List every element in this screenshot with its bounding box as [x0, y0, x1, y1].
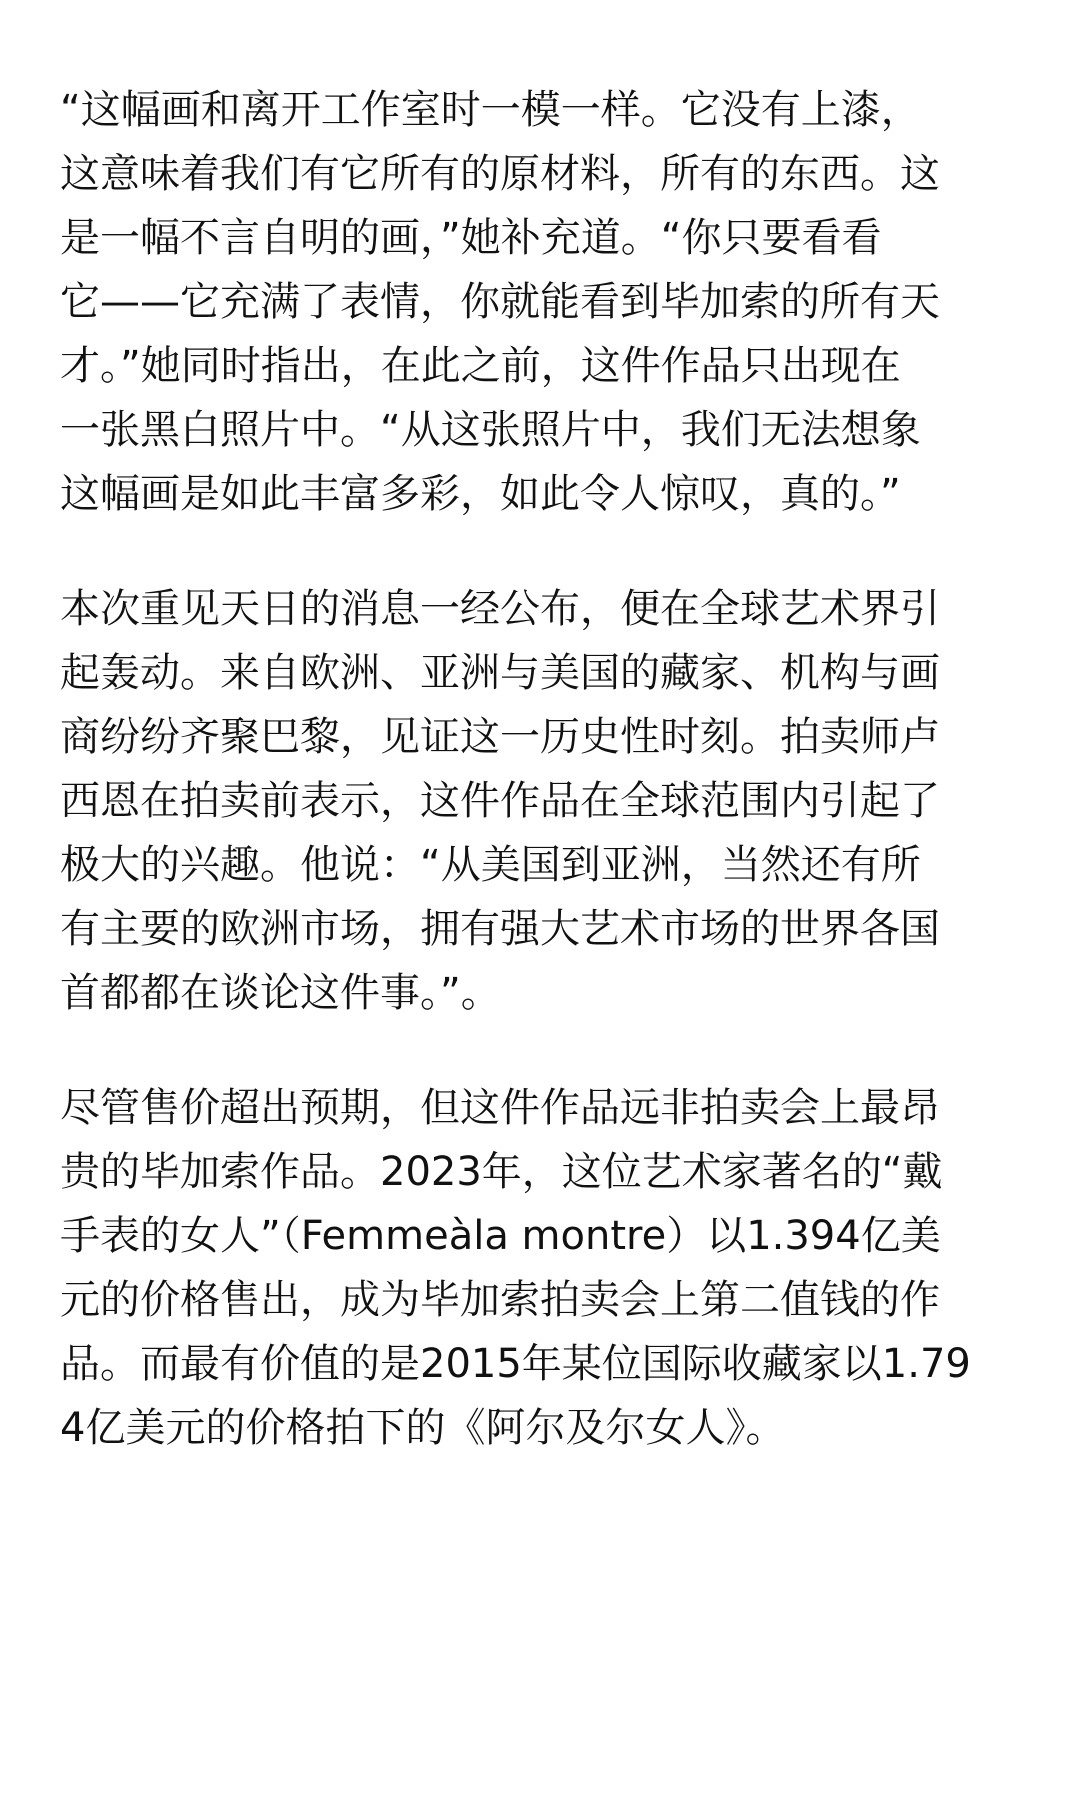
text-line: 手表的女人”（Femmeàla montre）以1.394亿美 [60, 1213, 941, 1259]
text-line: 这意味着我们有它所有的原材料，所有的东西。这 [60, 151, 940, 197]
text-line: 它——它充满了表情，你就能看到毕加索的所有天 [60, 279, 940, 325]
text-line: 一张黑白照片中。“从这张照片中，我们无法想象 [60, 407, 921, 453]
text-line: 西恩在拍卖前表示，这件作品在全球范围内引起了 [60, 778, 940, 824]
text-line: 极大的兴趣。他说：“从美国到亚洲，当然还有所 [60, 842, 921, 888]
text-line: 品。而最有价值的是2015年某位国际收藏家以1.79 [60, 1341, 971, 1387]
text-line: 才。”她同时指出，在此之前，这件作品只出现在 [60, 343, 901, 389]
paragraph-1 [60, 78, 1020, 526]
text-line: 贵的毕加索作品。2023年，这位艺术家著名的“戴 [60, 1149, 943, 1195]
text-line: “这幅画和离开工作室时一模一样。它没有上漆， [60, 87, 921, 133]
paragraph-2 [60, 577, 1020, 1025]
text-line: 起轰动。来自欧洲、亚洲与美国的藏家、机构与画 [60, 650, 940, 696]
article-body [60, 78, 1020, 1460]
text-line: 商纷纷齐聚巴黎，见证这一历史性时刻。拍卖师卢 [60, 714, 940, 760]
text-line: 元的价格售出，成为毕加索拍卖会上第二值钱的作 [60, 1277, 940, 1323]
text-line: 本次重见天日的消息一经公布，便在全球艺术界引 [60, 586, 940, 632]
paragraph-3 [60, 1076, 1020, 1460]
text-line: 这幅画是如此丰富多彩，如此令人惊叹，真的。” [60, 471, 901, 517]
text-line: 首都都在谈论这件事。”。 [60, 970, 501, 1016]
text-line: 是一幅不言自明的画，”她补充道。“你只要看看 [60, 215, 882, 261]
text-line: 有主要的欧洲市场，拥有强大艺术市场的世界各国 [60, 906, 940, 952]
text-line: 4亿美元的价格拍下的《阿尔及尔女人》。 [60, 1405, 786, 1451]
text-line: 尽管售价超出预期，但这件作品远非拍卖会上最昂 [60, 1085, 940, 1131]
